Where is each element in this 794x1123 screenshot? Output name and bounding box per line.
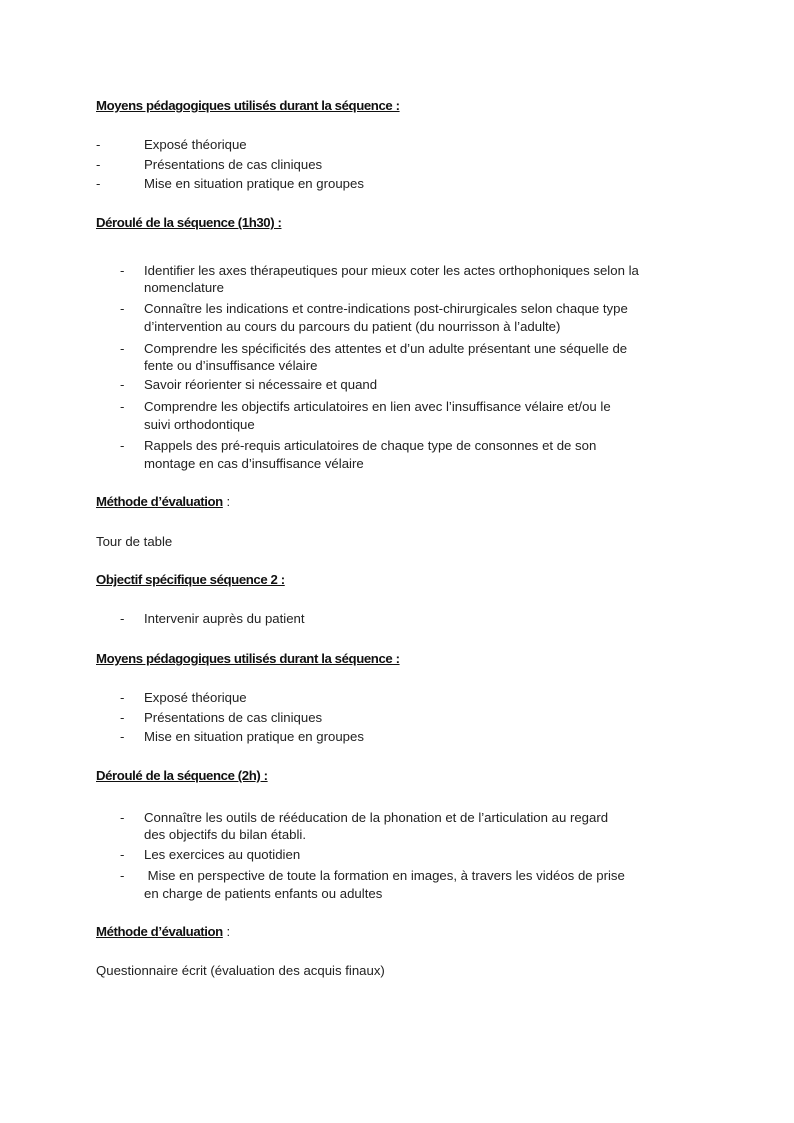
bullet-dash: - — [120, 438, 125, 453]
list-item-text: Mise en situation pratique en groupes — [144, 729, 364, 744]
section-heading-moyens-2: Moyens pédagogiques utilisés durant la séquence : — [96, 651, 400, 666]
heading-text: Méthode d’évaluation — [96, 924, 223, 939]
list-item-continuation: fente ou d’insuffisance vélaire — [144, 358, 318, 373]
list-item-continuation: d’intervention au cours du parcours du patient (du nourrisson à l’adulte) — [144, 319, 561, 334]
list-item-continuation: montage en cas d’insuffisance vélaire — [144, 456, 364, 471]
heading-text: Méthode d’évaluation — [96, 494, 223, 509]
list-item-continuation: des objectifs du bilan établi. — [144, 827, 307, 842]
bullet-dash: - — [120, 847, 125, 862]
heading-colon: : — [222, 494, 231, 509]
bullet-dash: - — [120, 377, 125, 392]
bullet-dash: - — [120, 868, 125, 883]
bullet-dash: - — [96, 157, 101, 172]
bullet-dash: - — [120, 301, 125, 316]
heading-colon: : — [222, 924, 231, 939]
list-item-text: Intervenir auprès du patient — [144, 611, 305, 626]
section-heading-methode-2 — [96, 923, 230, 940]
list-item-text: Mise en situation pratique en groupes — [144, 176, 364, 191]
list-item-text: Rappels des pré-requis articulatoires de chaque type de consonnes et de son — [144, 438, 597, 453]
list-item-text: Identifier les axes thérapeutiques pour mieux coter les actes orthophoniques selon la — [144, 263, 639, 278]
list-item-continuation: nomenclature — [144, 280, 224, 295]
list-item-text: Connaître les indications et contre-indications post-chirurgicales selon chaque type — [144, 301, 628, 316]
bullet-dash: - — [120, 341, 125, 356]
list-item-text: Savoir réorienter si nécessaire et quand — [144, 377, 378, 392]
bullet-dash: - — [120, 729, 125, 744]
list-item-text: Exposé théorique — [144, 690, 247, 705]
bullet-dash: - — [120, 399, 125, 414]
bullet-dash: - — [96, 137, 101, 152]
section-heading-methode-1 — [96, 493, 230, 510]
bullet-dash: - — [120, 710, 125, 725]
bullet-dash: - — [96, 176, 101, 191]
list-item-text: Connaître les outils de rééducation de la phonation et de l’articulation au regard — [144, 810, 609, 825]
list-item-text: Présentations de cas cliniques — [144, 157, 323, 172]
evaluation-text: Tour de table — [96, 534, 173, 549]
evaluation-text: Questionnaire écrit (évaluation des acquis finaux) — [96, 963, 385, 978]
section-heading-objectif-2: Objectif spécifique séquence 2 : — [96, 572, 285, 587]
list-item-text: Présentations de cas cliniques — [144, 710, 323, 725]
bullet-dash: - — [120, 611, 125, 626]
section-heading-deroule-1h30: Déroulé de la séquence (1h30) : — [96, 215, 282, 230]
list-item-text: Les exercices au quotidien — [144, 847, 301, 862]
list-item-text: Exposé théorique — [144, 137, 247, 152]
bullet-dash: - — [120, 263, 125, 278]
list-item-text: Comprendre les objectifs articulatoires en lien avec l’insuffisance vélaire et/ou le — [144, 399, 611, 414]
section-heading-moyens-1: Moyens pédagogiques utilisés durant la séquence : — [96, 98, 400, 113]
list-item-text: Mise en perspective de toute la formation en images, à travers les vidéos de prise — [144, 868, 625, 883]
list-item-continuation: suivi orthodontique — [144, 417, 255, 432]
list-item-text: Comprendre les spécificités des attentes et d’un adulte présentant une séquelle de — [144, 341, 628, 356]
section-heading-deroule-2h: Déroulé de la séquence (2h) : — [96, 768, 268, 783]
bullet-dash: - — [120, 690, 125, 705]
list-item-continuation: en charge de patients enfants ou adultes — [144, 886, 383, 901]
bullet-dash: - — [120, 810, 125, 825]
